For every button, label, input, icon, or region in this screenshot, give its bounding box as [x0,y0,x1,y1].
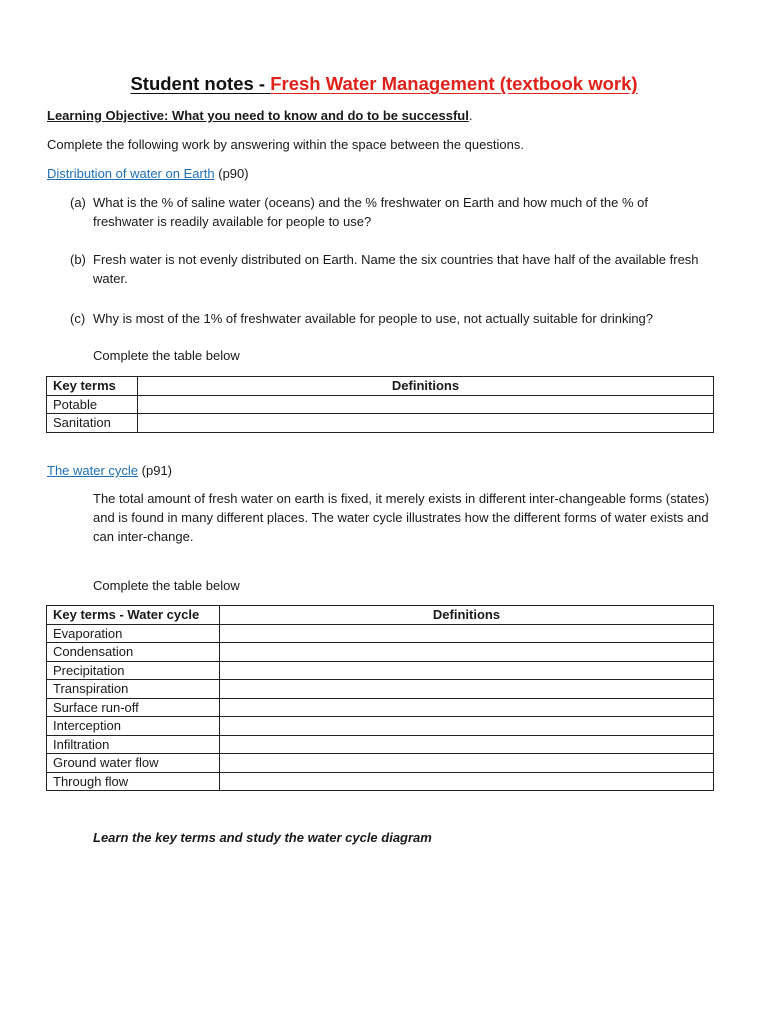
term-cell: Evaporation [47,624,220,643]
definition-cell[interactable] [138,395,714,414]
section1-heading [47,164,249,183]
term-cell: Potable [47,395,138,414]
learning-objective [47,106,472,125]
water-cycle-paragraph: The total amount of fresh water on earth is fixed, it merely exists in different inter-changeable forms (states) and is found in many different places. The water cycle illustrates how the different forms of water exists and can inter-change. [93,491,710,544]
definition-cell[interactable] [220,735,714,754]
question-b-text: Fresh water is not evenly distributed on Earth. Name the six countries that have half of the available fresh water. [93,252,699,286]
title-topic: Fresh Water Management (textbook work) [270,73,638,94]
definition-cell[interactable] [220,643,714,662]
closing-instruction: Learn the key terms and study the water cycle diagram [93,830,432,845]
term-cell: Surface run-off [47,698,220,717]
definition-cell[interactable] [220,772,714,791]
table-row [47,698,714,717]
section2-page: (p91) [138,463,173,478]
table-header-row [47,377,714,396]
question-b-label: (b) [70,252,86,267]
objective-label: Learning Objective: What you need to know and do to be successful [47,108,469,123]
table-row [47,680,714,699]
definition-cell[interactable] [220,680,714,699]
question-a-label: (a) [70,195,86,210]
section1-page: (p90) [214,166,249,181]
definition-cell[interactable] [220,717,714,736]
term-cell: Sanitation [47,414,138,433]
section1-link[interactable]: Distribution of water on Earth [47,166,215,181]
definition-cell[interactable] [138,414,714,433]
key-terms-table [46,376,714,433]
question-a-text: What is the % of saline water (oceans) and the % freshwater on Earth and how much of the % of freshwater is readily available for people to use? [93,195,648,229]
table-row [47,772,714,791]
term-cell: Precipitation [47,661,220,680]
table-header-definitions: Definitions [220,606,714,625]
table1-instruction: Complete the table below [93,348,240,363]
definition-cell[interactable] [220,754,714,773]
table-header-definitions: Definitions [138,377,714,396]
question-c-label: (c) [70,311,86,326]
table-row [47,717,714,736]
term-cell: Transpiration [47,680,220,699]
table-row [47,735,714,754]
definition-cell[interactable] [220,624,714,643]
section2-heading [47,461,172,480]
table2-instruction: Complete the table below [93,578,240,593]
definition-cell[interactable] [220,698,714,717]
term-cell: Infiltration [47,735,220,754]
objective-suffix: . [468,108,473,123]
table-row [47,661,714,680]
question-c-text: Why is most of the 1% of freshwater available for people to use, not actually suitable for drinking? [93,311,654,326]
water-cycle-table [46,605,714,791]
term-cell: Condensation [47,643,220,662]
table-header-row [47,606,714,625]
term-cell: Through flow [47,772,220,791]
table-header-terms: Key terms - Water cycle [47,606,220,625]
table-row [47,624,714,643]
term-cell: Interception [47,717,220,736]
definition-cell[interactable] [220,661,714,680]
intro-text: Complete the following work by answering within the space between the questions. [47,137,524,152]
title-prefix: Student notes - [130,73,271,94]
table-header-terms: Key terms [47,377,138,396]
table-row [47,643,714,662]
term-cell: Ground water flow [47,754,220,773]
table-row [47,395,714,414]
page-title [0,72,768,96]
table-row [47,414,714,433]
table-row [47,754,714,773]
section2-link[interactable]: The water cycle [47,463,139,478]
